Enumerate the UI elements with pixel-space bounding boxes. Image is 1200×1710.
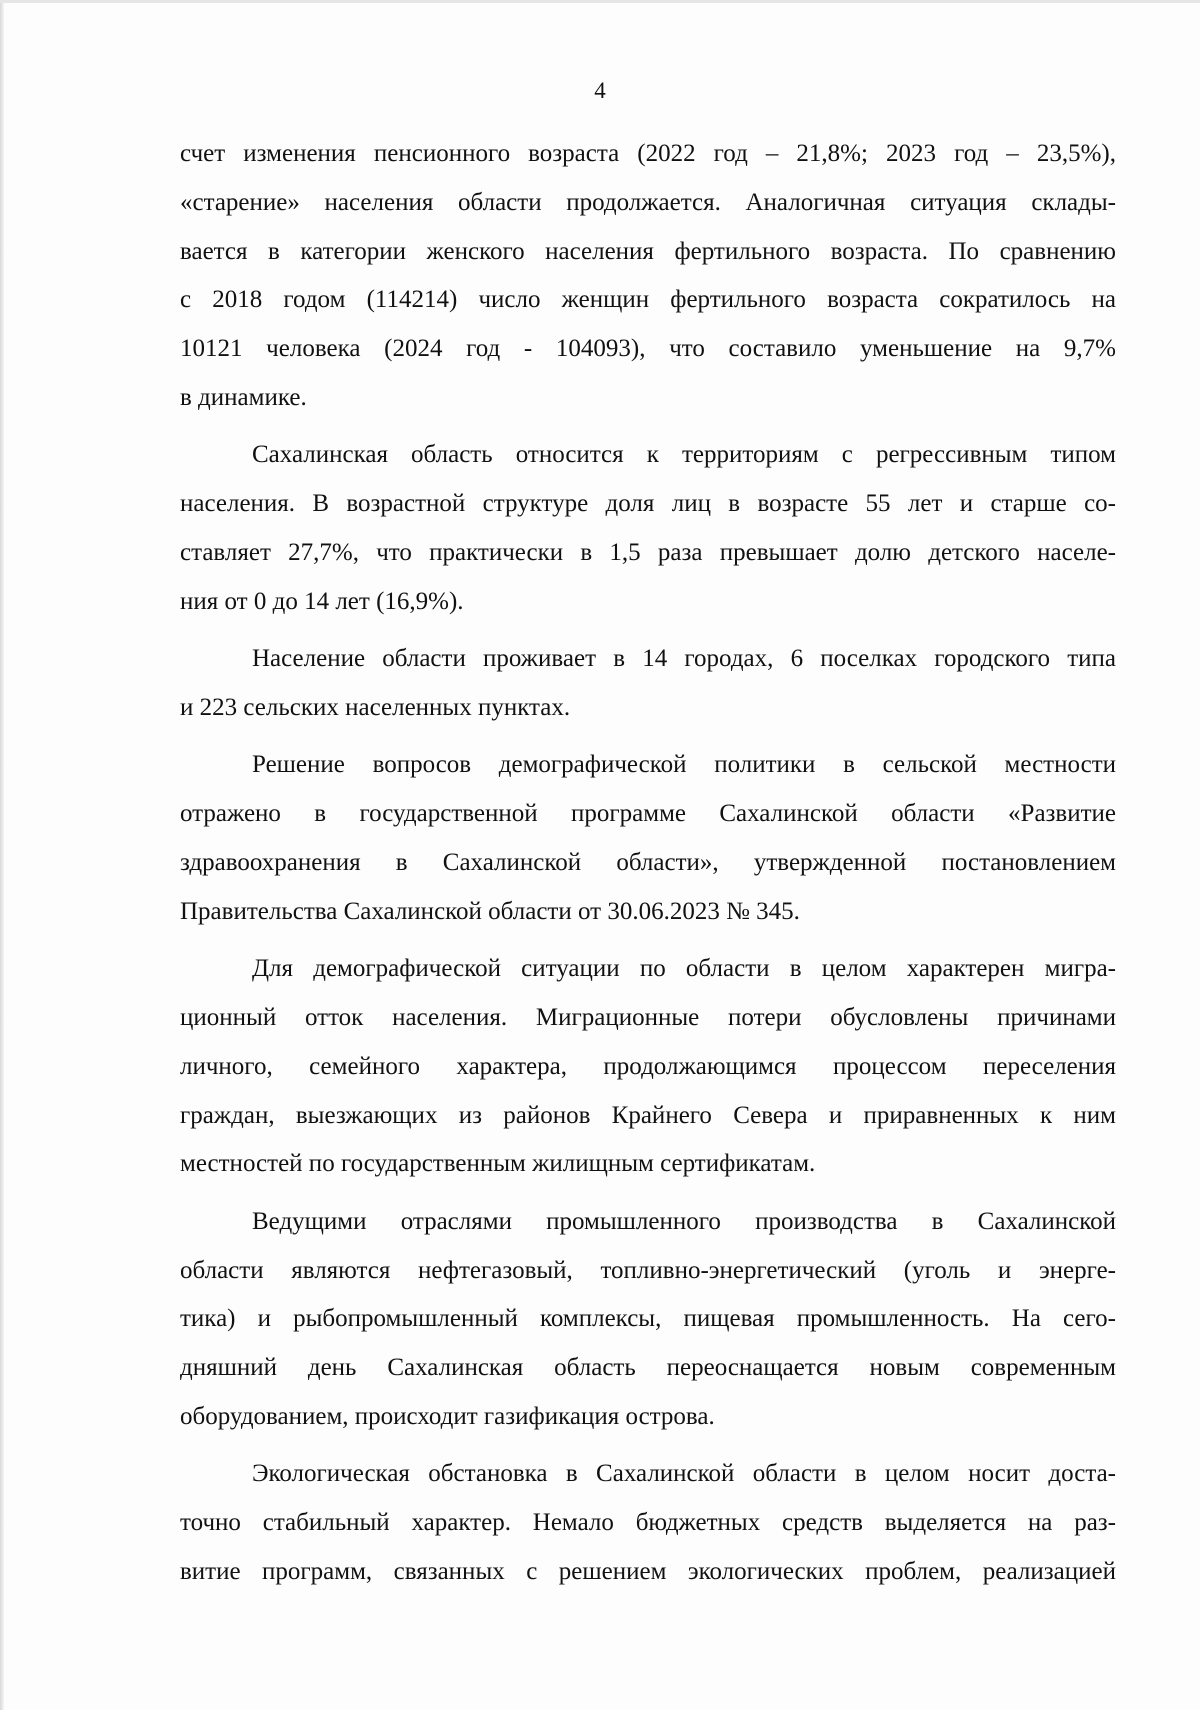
paragraph [180, 431, 1116, 626]
text-line: с 2018 годом (114214) число женщин фертильного возраста сократилось на [180, 286, 1116, 314]
text-line: и 223 сельских населенных пунктах. [180, 693, 571, 721]
text-line: Ведущими отраслями промышленного производства в Сахалинской [252, 1207, 1116, 1235]
page-number: 4 [594, 78, 606, 103]
text-line: ционный отток населения. Миграционные потери обусловлены причинами [180, 1003, 1116, 1031]
paragraph [180, 635, 1116, 733]
text-line: тика) и рыбопромышленный комплексы, пищевая промышленность. На сего- [180, 1305, 1116, 1333]
text-line: Экологическая обстановка в Сахалинской области в целом носит доста- [252, 1460, 1116, 1488]
text-line: точно стабильный характер. Немало бюджетных средств выделяется на раз- [180, 1509, 1116, 1537]
paragraph [180, 1450, 1116, 1596]
paragraph [180, 741, 1116, 936]
text-line: оборудованием, происходит газификация острова. [180, 1402, 715, 1430]
paragraph [180, 945, 1116, 1189]
paragraph [180, 130, 1116, 423]
text-line: личного, семейного характера, продолжающимся процессом переселения [180, 1052, 1116, 1080]
text-line: граждан, выезжающих из районов Крайнего Севера и приравненных к ним [180, 1101, 1116, 1129]
text-line: Для демографической ситуации по области в целом характерен мигра- [252, 955, 1116, 983]
text-line: местностей по государственным жилищным сертификатам. [180, 1150, 816, 1178]
text-line: в динамике. [180, 383, 307, 411]
text-line: счет изменения пенсионного возраста (2022 год – 21,8%; 2023 год – 23,5%), [180, 140, 1116, 167]
document-body [180, 130, 1116, 1597]
text-line: «старение» населения области продолжается. Аналогичная ситуация склады- [180, 188, 1116, 216]
text-line: области являются нефтегазовый, топливно-энергетический (уголь и энерге- [180, 1256, 1116, 1284]
text-line: населения. В возрастной структуре доля лиц в возрасте 55 лет и старше со- [180, 490, 1116, 518]
text-line: Решение вопросов демографической политики в сельской местности [252, 751, 1116, 779]
text-line: отражено в государственной программе Сахалинской области «Развитие [180, 800, 1116, 828]
text-line: витие программ, связанных с решением экологических проблем, реализацией [180, 1557, 1116, 1585]
text-line: Сахалинская область относится к территориям с регрессивным типом [252, 441, 1116, 469]
text-line: вается в категории женского населения фертильного возраста. По сравнению [180, 237, 1116, 265]
text-line: ния от 0 до 14 лет (16,9%). [180, 587, 464, 615]
text-line: 10121 человека (2024 год - 104093), что составило уменьшение на 9,7% [180, 335, 1116, 363]
scan-top-edge [0, 0, 1200, 3]
paragraph [180, 1198, 1116, 1442]
scan-left-edge [0, 0, 4, 1710]
text-line: Правительства Сахалинской области от 30.06.2023 № 345. [180, 897, 800, 925]
text-line: Население области проживает в 14 городах, 6 поселках городского типа [252, 645, 1116, 673]
text-line: здравоохранения в Сахалинской области», утвержденной постановлением [180, 848, 1116, 876]
text-line: ставляет 27,7%, что практически в 1,5 раза превышает долю детского населе- [180, 538, 1116, 566]
text-line: дняшний день Сахалинская область переоснащается новым современным [180, 1354, 1116, 1382]
